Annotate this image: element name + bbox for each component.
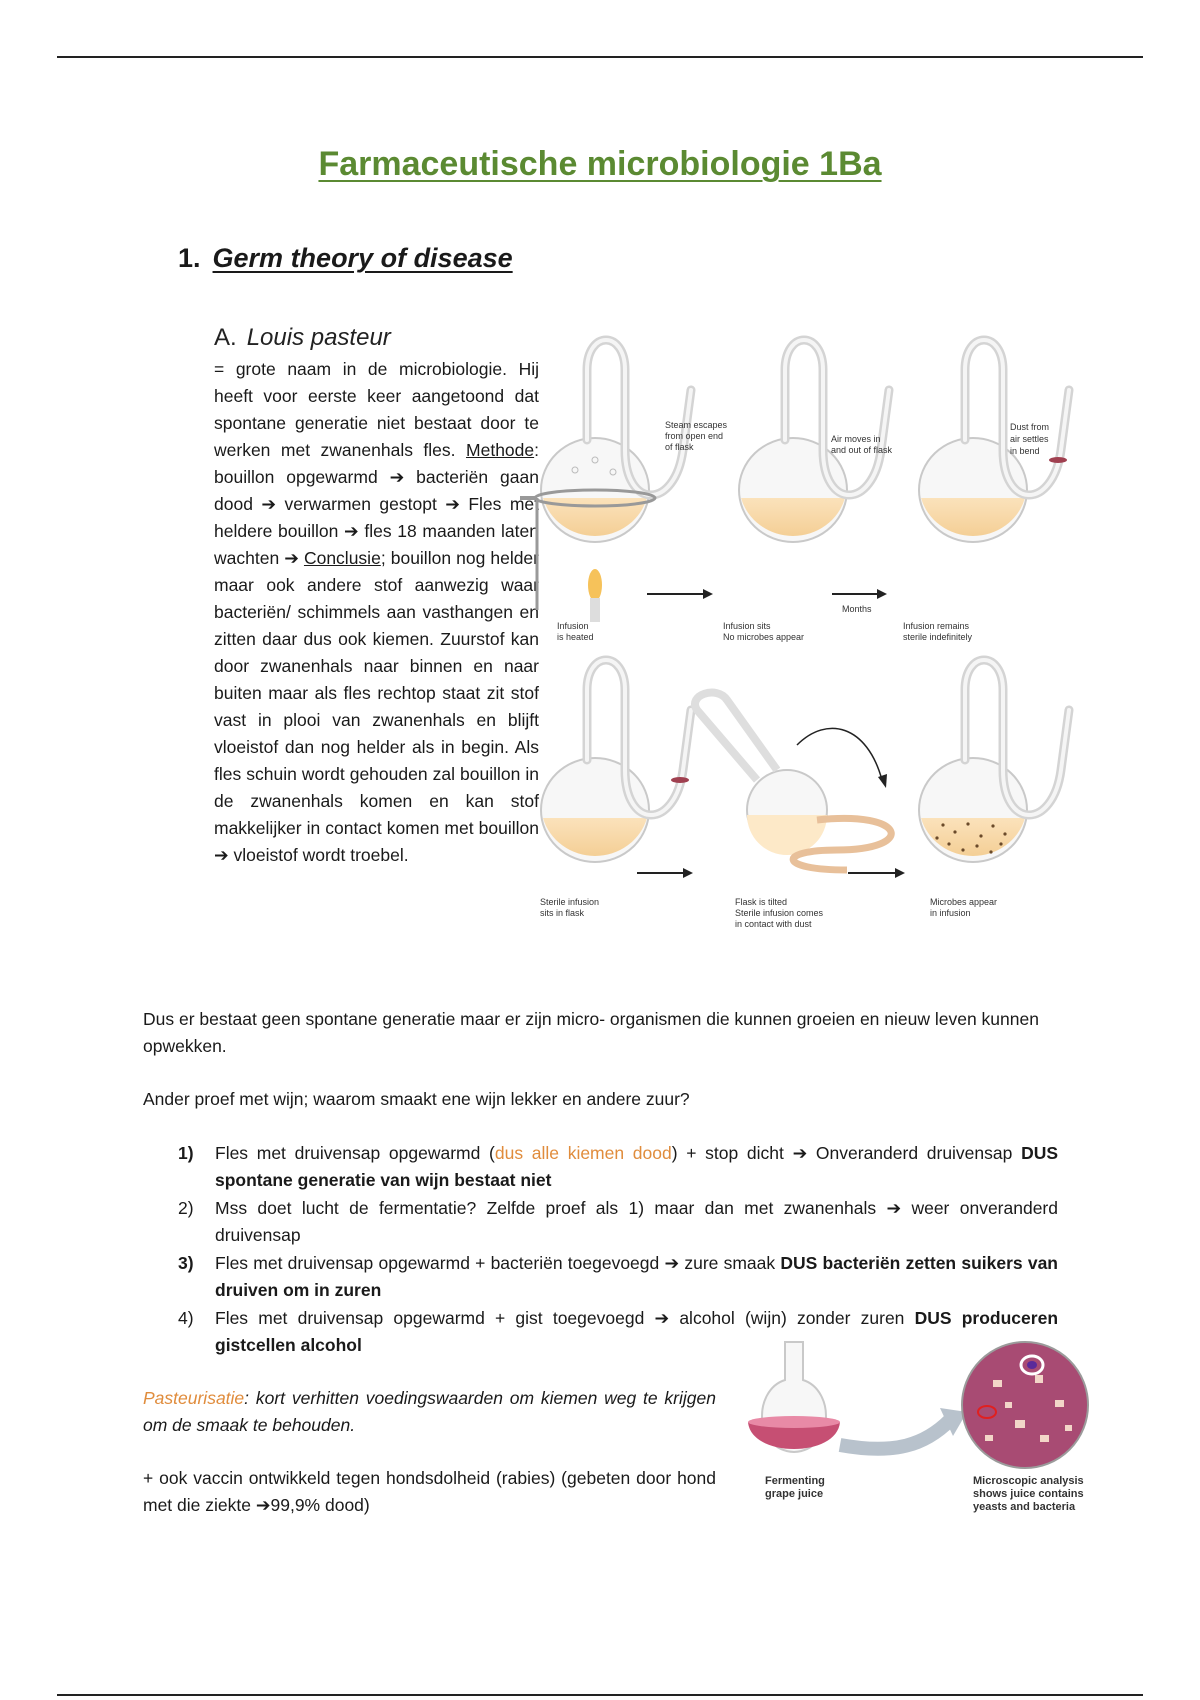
label-appear-2: in infusion: [930, 908, 971, 918]
top-rule: [57, 56, 1143, 58]
fermenting-flask: [748, 1342, 840, 1452]
pasteur-paragraph: = grote naam in de microbiologie. Hij heeft voor eerste keer aangetoond dat spontane generatie niet bestaat door te werken met zwanenhals fles. Methode: bouillon opgewarmd ➔ bacteriën gaan dood ➔ verwarmen gestopt ➔ Fles met heldere bouillon ➔ fles 18 maanden laten wachten ➔ Conclusie; bouillon nog helder maar ook andere stof aanwezig waar bacteriën/ schimmels aan vasthangen en zitten daar dus ook kiemen. Zuurstof kan door zwanenhals naar binnen en naar buiten maar als fles rechtop staat zit stof vast in plooi van zwanenhals en blijft vloeistof dan nog helder als in begin. Als fles schuin wordt gehouden zal bouillon in de zwanenhals komen en kan stof makkelijker in contact komen met bouillon ➔ vloeistof wordt troebel.: [214, 359, 539, 865]
methode-label: Methode: [466, 440, 535, 460]
label-steam-2: from open end: [665, 431, 724, 441]
label-months: Months: [842, 604, 872, 614]
microscope-view: [962, 1342, 1088, 1468]
label-air-2: and out of flask: [831, 445, 893, 455]
label-tilted-1: Flask is tilted: [735, 897, 788, 907]
label-dust-1: Dust from: [1010, 422, 1050, 432]
label-sterile-2: sits in flask: [540, 908, 585, 918]
section-number: 1.: [178, 243, 201, 273]
label-tilted-2: Sterile infusion comes: [735, 908, 824, 918]
label-dust-2: air settles: [1010, 434, 1049, 444]
section-heading: [178, 243, 513, 274]
conclusie-label: Conclusie: [303, 548, 381, 568]
label-fermenting-2: grape juice: [765, 1488, 824, 1500]
label-sits-1: Infusion sits: [723, 621, 771, 631]
pasteurisatie-paragraph: Pasteurisatie: kort verhitten voedingswaarden om kiemen weg te krijgen om de smaak te behouden.: [143, 1388, 716, 1435]
label-remains-2: sterile indefinitely: [903, 632, 973, 642]
list-item: 1) Fles met druivensap opgewarmd (dus alle kiemen dood) + stop dicht ➔ Onveranderd druivensap DUS spontane generatie van wijn bestaat niet: [178, 1143, 1059, 1190]
label-tilted-3: in contact with dust: [735, 919, 812, 929]
grape-juice-figure: [735, 1340, 1105, 1520]
swan-neck-flask-figure: [540, 360, 1160, 940]
list-item: 3) Fles met druivensap opgewarmd + bacteriën toegevoegd ➔ zure smaak DUS bacteriën zetten suikers van druiven om in zuren: [178, 1253, 1059, 1300]
label-dust-3: in bend: [1010, 446, 1040, 456]
section-title: Germ theory of disease: [212, 243, 513, 273]
flask-tilted: [695, 693, 891, 870]
label-remains-1: Infusion remains: [903, 621, 970, 631]
label-micro-2: shows juice contains: [973, 1488, 1084, 1500]
flask-heated: [520, 340, 691, 622]
flask-contaminated: [919, 660, 1069, 862]
label-sits-2: No microbes appear: [723, 632, 805, 642]
label-appear-1: Microbes appear: [930, 897, 998, 907]
flask-sterile: [541, 660, 691, 862]
conclusion-paragraph: Dus er bestaat geen spontane generatie maar er zijn micro- organismen die kunnen groeien en nieuw leven kunnen opwekken.: [143, 1009, 1039, 1056]
label-micro-3: yeasts and bacteria: [973, 1501, 1076, 1513]
label-air-1: Air moves in: [831, 434, 881, 444]
rabies-paragraph: + ook vaccin ontwikkeld tegen hondsdolheid (rabies) (gebeten door hond met die ziekte ➔99,9% dood): [143, 1468, 716, 1515]
label-heated-2: is heated: [557, 632, 594, 642]
list-item: 4) Fles met druivensap opgewarmd + gist toegevoegd ➔ alcohol (wijn) zonder zuren DUS produceren gistcellen alcohol: [178, 1308, 1059, 1355]
subsection-title: Louis pasteur: [246, 324, 391, 351]
label-micro-1: Microscopic analysis: [973, 1475, 1084, 1487]
bottom-rule: [57, 1694, 1143, 1696]
subsection-letter: A.: [214, 324, 237, 351]
label-steam-1: Steam escapes: [665, 420, 728, 430]
wine-question: Ander proef met wijn; waarom smaakt ene wijn lekker en andere zuur?: [143, 1089, 690, 1109]
label-steam-3: of flask: [665, 442, 694, 452]
page-title: Farmaceutische microbiologie 1Ba: [318, 145, 882, 183]
label-fermenting-1: Fermenting: [765, 1475, 825, 1487]
label-sterile-1: Sterile infusion: [540, 897, 600, 907]
subsection-heading: [214, 324, 391, 352]
list-item: 2) Mss doet lucht de fermentatie? Zelfde proef als 1) maar dan met zwanenhals ➔ weer onveranderd druivensap: [178, 1198, 1058, 1245]
pasteurisatie-term: Pasteurisatie: [143, 1388, 245, 1408]
experiment-list: [178, 1140, 1058, 1360]
label-heated-1: Infusion: [557, 621, 589, 631]
